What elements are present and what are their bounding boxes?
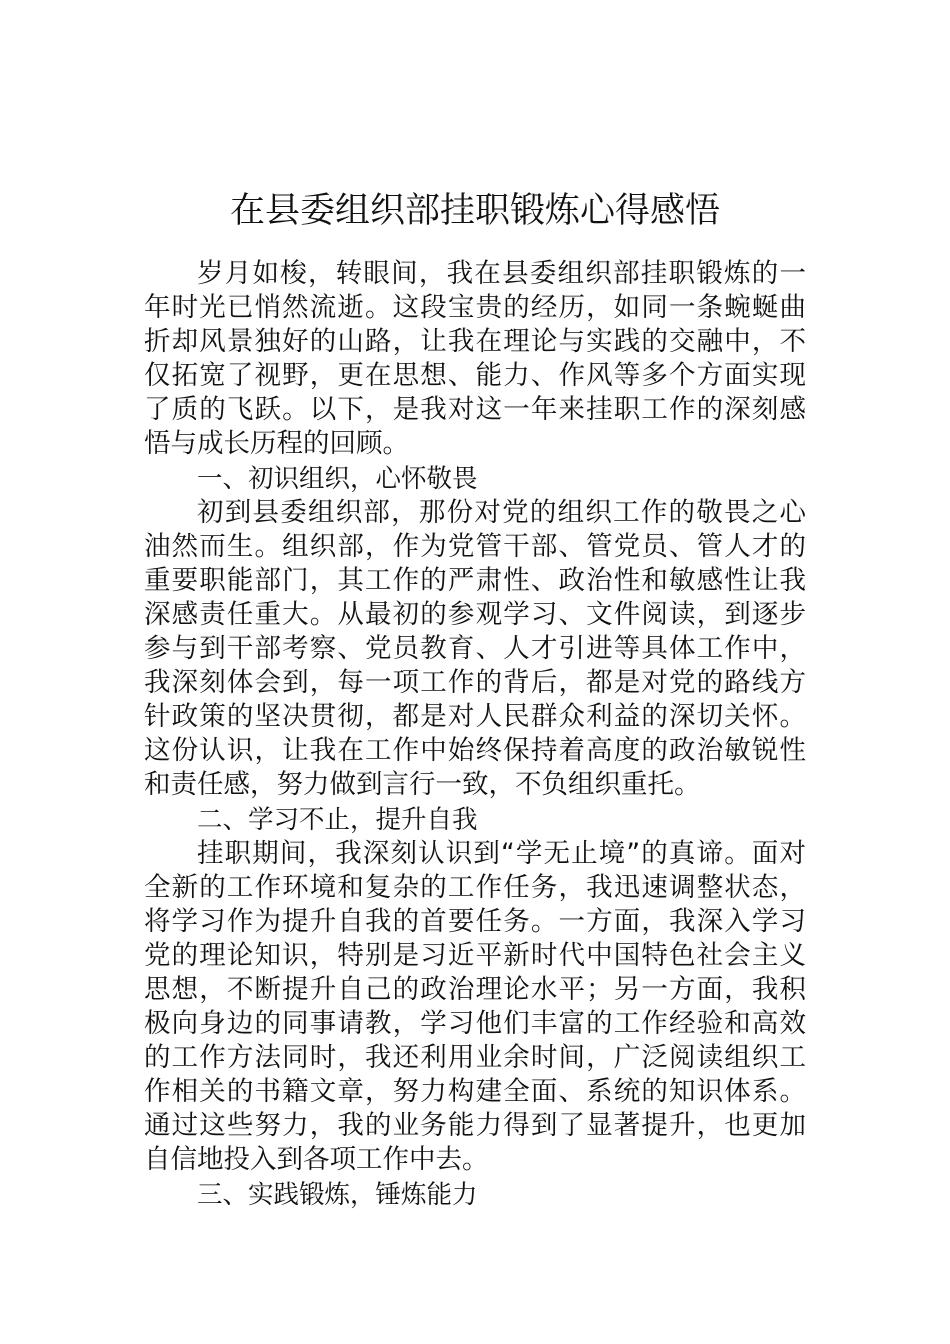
- section-body-1: 初到县委组织部，那份对党的组织工作的敬畏之心油然而生。组织部，作为党管干部、管党员、管人才的重要职能部门，其工作的严肃性、政治性和敏感性让我深感责任重大。从最初的参观学习、文件阅读，到逐步参与到干部考察、党员教育、人才引进等具体工作中，我深刻体会到，每一项工作的背后，都是对党的路线方针政策的坚决贯彻，都是对人民群众利益的深切关怀。这份认识，让我在工作中始终保持着高度的政治敏锐性和责任感，努力做到言行一致，不负组织重托。: [144, 496, 806, 801]
- section-heading-2: 二、学习不止，提升自我: [197, 804, 478, 835]
- document-body: [144, 257, 806, 1212]
- intro-paragraph: 岁月如梭，转眼间，我在县委组织部挂职锻炼的一年时光已悄然流逝。这段宝贵的经历，如同一条蜿蜒曲折却风景独好的山路，让我在理论与实践的交融中，不仅拓宽了视野，更在思想、能力、作风等多个方面实现了质的飞跃。以下，是我对这一年来挂职工作的深刻感悟与成长历程的回顾。: [144, 258, 806, 460]
- section-body-2: 挂职期间，我深刻认识到“学无止境”的真谛。面对全新的工作环境和复杂的工作任务，我迅速调整状态，将学习作为提升自我的首要任务。一方面，我深入学习党的理论知识，特别是习近平新时代中国特色社会主义思想，不断提升自己的政治理论水平；另一方面，我积极向身边的同事请教，学习他们丰富的工作经验和高效的工作方法同时，我还利用业余时间，广泛阅读组织工作相关的书籍文章，努力构建全面、系统的知识体系。通过这些努力，我的业务能力得到了显著提升，也更加自信地投入到各项工作中去。: [144, 837, 806, 1176]
- document-title: 在县委组织部挂职锻炼心得感悟: [229, 191, 720, 232]
- section-heading-3: 三、实践锻炼，锤炼能力: [197, 1179, 478, 1210]
- section-heading-1: 一、初识组织，心怀敬畏: [197, 463, 478, 494]
